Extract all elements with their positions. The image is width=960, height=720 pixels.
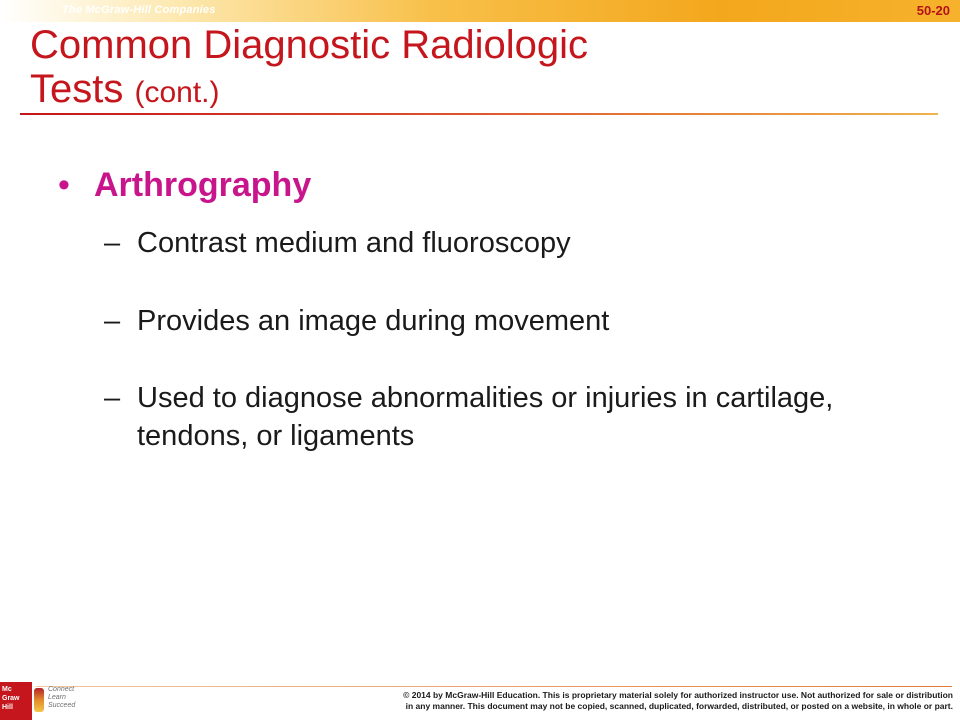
logo-line: Graw [2, 695, 20, 702]
footer-divider [36, 686, 952, 687]
publisher-name: The McGraw-Hill Companies [62, 4, 216, 16]
connect-learn-succeed-icon [34, 688, 44, 712]
slide-number: 50-20 [916, 3, 950, 18]
sub-item-text: Provides an image during movement [137, 305, 610, 337]
copyright-notice [308, 690, 953, 712]
logo-line: Hill [2, 704, 13, 711]
logo-line: Mc [2, 686, 12, 693]
tagline [48, 686, 75, 710]
copyright-line: in any manner. This document may not be copied, scanned, duplicated, forwarded, distributed, or posted on a website, in whole or part. [405, 701, 953, 711]
copyright-line: © 2014 by McGraw-Hill Education. This is proprietary material solely for authorized instructor use. Not authorized for sale or distribution [403, 690, 953, 700]
bullet-dot-icon: • [58, 166, 70, 204]
top-banner [0, 0, 960, 22]
mcgraw-hill-logo [0, 682, 32, 720]
title-line-2 [30, 67, 588, 115]
tagline-word: Connect [48, 686, 75, 693]
sub-item-text: Used to diagnose abnormalities or injuries in cartilage, tendons, or ligaments [137, 382, 834, 452]
bullet-label: Arthrography [94, 166, 312, 204]
dash-icon: – [104, 382, 121, 414]
slide-title [30, 23, 588, 115]
dash-icon: – [104, 227, 121, 259]
tagline-word: Learn [48, 694, 66, 701]
sub-item-text: Contrast medium and fluoroscopy [137, 227, 571, 259]
title-continued: (cont.) [134, 76, 220, 109]
title-line-1: Common Diagnostic Radiologic [30, 23, 589, 67]
tagline-word: Succeed [48, 702, 76, 709]
dash-icon: – [104, 305, 121, 337]
title-divider [20, 113, 938, 115]
title-main: Tests [30, 67, 124, 111]
